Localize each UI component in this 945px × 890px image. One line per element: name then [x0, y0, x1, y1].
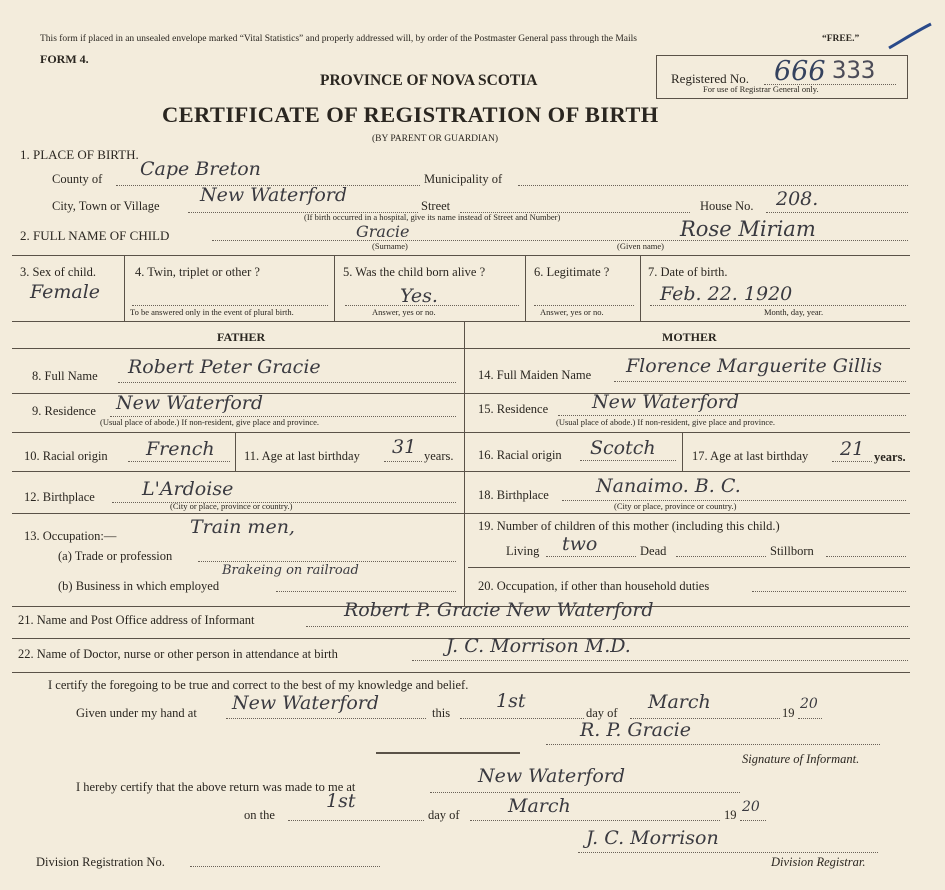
mother-occupation-line — [752, 591, 906, 592]
street-note: (If birth occurred in a hospital, give its name instead of Street and Number) — [304, 212, 561, 222]
mother-racial-line — [580, 460, 676, 461]
born-alive-note: Answer, yes or no. — [372, 307, 436, 317]
father-birthplace-label: 12. Birthplace — [24, 490, 95, 504]
twin-line — [132, 305, 328, 306]
father-age-label: 11. Age at last birthday — [244, 449, 360, 463]
informant-line — [306, 626, 908, 627]
stillborn-line — [826, 556, 906, 557]
row3-top-border — [12, 255, 910, 256]
living-value: two — [562, 533, 598, 555]
mother-residence-value: New Waterford — [592, 391, 740, 413]
row3-bottom-border — [12, 321, 910, 322]
registrar-day-line — [288, 820, 424, 821]
father-residence-note: (Usual place of abode.) If non-resident, give place and province. — [100, 417, 320, 427]
province-heading: PROVINCE OF NOVA SCOTIA — [320, 72, 538, 89]
mother-age-line — [832, 461, 872, 462]
mother-racial-value: Scotch — [590, 437, 656, 459]
father-residence-label: 9. Residence — [32, 404, 96, 418]
business-label: (b) Business in which employed — [58, 579, 220, 593]
twin-label: 4. Twin, triplet or other ? — [135, 265, 260, 279]
row3-divider-4 — [640, 255, 641, 321]
doctor-border — [12, 672, 910, 673]
parents-center-divider — [464, 321, 465, 606]
registrar-place-value: New Waterford — [478, 765, 626, 787]
mother-age-value: 21 — [840, 438, 865, 460]
mother-birthplace-value: Nanaimo. B. C. — [596, 475, 741, 497]
given-year-value: 20 — [800, 696, 818, 712]
given-under-hand-label: Given under my hand at — [76, 706, 197, 720]
informant-value: Robert P. Gracie New Waterford — [344, 599, 654, 621]
trade-line — [198, 561, 456, 562]
division-registration-line — [190, 866, 380, 867]
children-count-label: 19. Number of children of this mother (including this child.) — [478, 519, 780, 533]
father-birthplace-value: L'Ardoise — [142, 478, 234, 500]
given-place-line — [226, 718, 426, 719]
registrar-on-the-label: on the — [244, 808, 275, 822]
given-year-line — [798, 718, 822, 719]
father-racial-line — [128, 461, 230, 462]
registrar-year-value: 20 — [742, 799, 760, 815]
given-month-value: March — [648, 691, 711, 713]
mailing-notice: This form if placed in an unsealed envelope marked “Vital Statistics” and properly addressed will, by order of the Postmaster General pass through the Mails — [40, 34, 637, 44]
row3-divider-2 — [334, 255, 335, 321]
registrar-place-line — [430, 792, 740, 793]
registrar-month-line — [470, 820, 720, 821]
county-label: County of — [52, 172, 103, 186]
registrar-year-prefix: 19 — [724, 808, 737, 822]
row3-divider-3 — [525, 255, 526, 321]
pen-mark — [885, 22, 935, 52]
given-day-value: 1st — [496, 690, 526, 712]
sex-value: Female — [30, 281, 101, 303]
living-label: Living — [506, 544, 540, 558]
separator-rule — [376, 752, 520, 754]
father-age-value: 31 — [392, 436, 417, 458]
row3-divider-1 — [124, 255, 125, 321]
father-age-unit: years. — [424, 449, 454, 463]
father-header: FATHER — [217, 330, 266, 344]
twin-note: To be answered only in the event of plural birth. — [130, 307, 294, 317]
mother-header: MOTHER — [662, 330, 717, 344]
date-of-birth-line — [650, 305, 906, 306]
father-racial-age-divider — [235, 432, 236, 471]
certify-statement: I certify the foregoing to be true and correct to the best of my knowledge and belief. — [48, 678, 469, 692]
registered-number-handwritten: 666 — [774, 56, 826, 87]
parents-row-border-2 — [12, 432, 910, 433]
city-value: New Waterford — [200, 184, 348, 206]
legitimate-label: 6. Legitimate ? — [534, 265, 610, 279]
father-name-label: 8. Full Name — [32, 369, 98, 383]
child-name-label: 2. FULL NAME OF CHILD — [20, 228, 170, 243]
mother-birthplace-note: (City or place, province or country.) — [614, 501, 737, 511]
registrar-month-value: March — [508, 795, 571, 817]
mother-age-unit: years. — [874, 450, 906, 464]
doctor-label: 22. Name of Doctor, nurse or other person in attendance at birth — [18, 647, 338, 661]
father-racial-label: 10. Racial origin — [24, 449, 108, 463]
father-name-value: Robert Peter Gracie — [128, 356, 321, 378]
mother-residence-note: (Usual place of abode.) If non-resident, give place and province. — [556, 417, 776, 427]
born-alive-value: Yes. — [400, 285, 438, 307]
registrar-signature: J. C. Morrison — [586, 827, 719, 849]
mother-age-label: 17. Age at last birthday — [692, 449, 809, 463]
sex-label: 3. Sex of child. — [20, 265, 97, 279]
date-of-birth-label: 7. Date of birth. — [648, 265, 728, 279]
child-surname-value: Gracie — [356, 222, 410, 241]
father-occupation-label: 13. Occupation:— — [24, 529, 117, 543]
trade-label: (a) Trade or profession — [58, 549, 173, 563]
mother-residence-label: 15. Residence — [478, 402, 549, 416]
father-occupation-value: Train men, — [190, 516, 295, 538]
municipality-label: Municipality of — [424, 172, 503, 186]
mother-birthplace-label: 18. Birthplace — [478, 488, 549, 502]
house-number-line — [766, 212, 908, 213]
mother-racial-age-divider — [682, 432, 683, 471]
registered-number-stamped: 333 — [832, 56, 876, 84]
doctor-line — [412, 660, 908, 661]
mother-occupation-label: 20. Occupation, if other than household duties — [478, 579, 710, 593]
registrar-general-note: For use of Registrar General only. — [703, 84, 819, 94]
house-number-label: House No. — [700, 199, 754, 213]
informant-signature-caption: Signature of Informant. — [742, 752, 860, 766]
mother-name-label: 14. Full Maiden Name — [478, 368, 592, 382]
living-line — [546, 556, 636, 557]
stillborn-label: Stillborn — [770, 544, 814, 558]
date-of-birth-note: Month, day, year. — [764, 307, 824, 317]
registrar-day-of-label: day of — [428, 808, 460, 822]
mother-name-line — [614, 381, 906, 382]
registered-number-label: Registered No. — [671, 71, 749, 86]
form-number: FORM 4. — [40, 52, 89, 66]
mailing-notice-free: “FREE.” — [822, 34, 860, 44]
county-value: Cape Breton — [140, 158, 261, 180]
father-age-line — [384, 461, 422, 462]
given-day-line — [460, 718, 584, 719]
division-registration-label: Division Registration No. — [36, 855, 165, 869]
mother-residence-line — [558, 415, 906, 416]
municipality-line — [518, 185, 908, 186]
child-given-name-value: Rose Miriam — [680, 217, 816, 241]
father-name-line — [118, 382, 456, 383]
father-racial-value: French — [146, 438, 215, 460]
dead-label: Dead — [640, 544, 667, 558]
given-year-prefix: 19 — [782, 706, 795, 720]
certificate-title: CERTIFICATE OF REGISTRATION OF BIRTH — [162, 102, 659, 127]
mother-racial-label: 16. Racial origin — [478, 448, 562, 462]
place-of-birth-heading: 1. PLACE OF BIRTH. — [20, 147, 139, 162]
registrar-signature-line — [578, 852, 878, 853]
dead-line — [676, 556, 766, 557]
parents-row-border-4 — [12, 513, 910, 514]
surname-caption: (Surname) — [372, 241, 408, 251]
father-birthplace-note: (City or place, province or country.) — [170, 501, 293, 511]
given-name-caption: (Given name) — [617, 241, 664, 251]
certificate-subtitle: (BY PARENT OR GUARDIAN) — [372, 134, 499, 144]
legitimate-line — [534, 305, 634, 306]
mother-name-value: Florence Marguerite Gillis — [626, 355, 883, 377]
street-label: Street — [421, 199, 451, 213]
informant-signature: R. P. Gracie — [580, 719, 691, 741]
informant-signature-line — [546, 744, 880, 745]
business-line — [276, 591, 456, 592]
house-number-value: 208. — [776, 188, 819, 210]
registrar-signature-caption: Division Registrar. — [771, 855, 866, 869]
registrar-statement: I hereby certify that the above return was made to me at — [76, 780, 356, 794]
registrar-day-value: 1st — [326, 790, 356, 812]
given-place-value: New Waterford — [232, 692, 380, 714]
father-residence-value: New Waterford — [116, 392, 264, 414]
mother-row-border-5 — [468, 567, 910, 568]
given-day-of-label: day of — [586, 706, 618, 720]
born-alive-label: 5. Was the child born alive ? — [343, 265, 486, 279]
city-label: City, Town or Village — [52, 199, 160, 213]
parents-header-border — [12, 348, 910, 349]
legitimate-note: Answer, yes or no. — [540, 307, 604, 317]
date-of-birth-value: Feb. 22. 1920 — [660, 283, 793, 305]
registrar-year-line — [740, 820, 766, 821]
this-label: this — [432, 706, 451, 720]
doctor-value: J. C. Morrison M.D. — [446, 635, 631, 657]
parents-row-border-3 — [12, 471, 910, 472]
informant-label: 21. Name and Post Office address of Informant — [18, 613, 255, 627]
business-value: Brakeing on railroad — [222, 563, 359, 578]
